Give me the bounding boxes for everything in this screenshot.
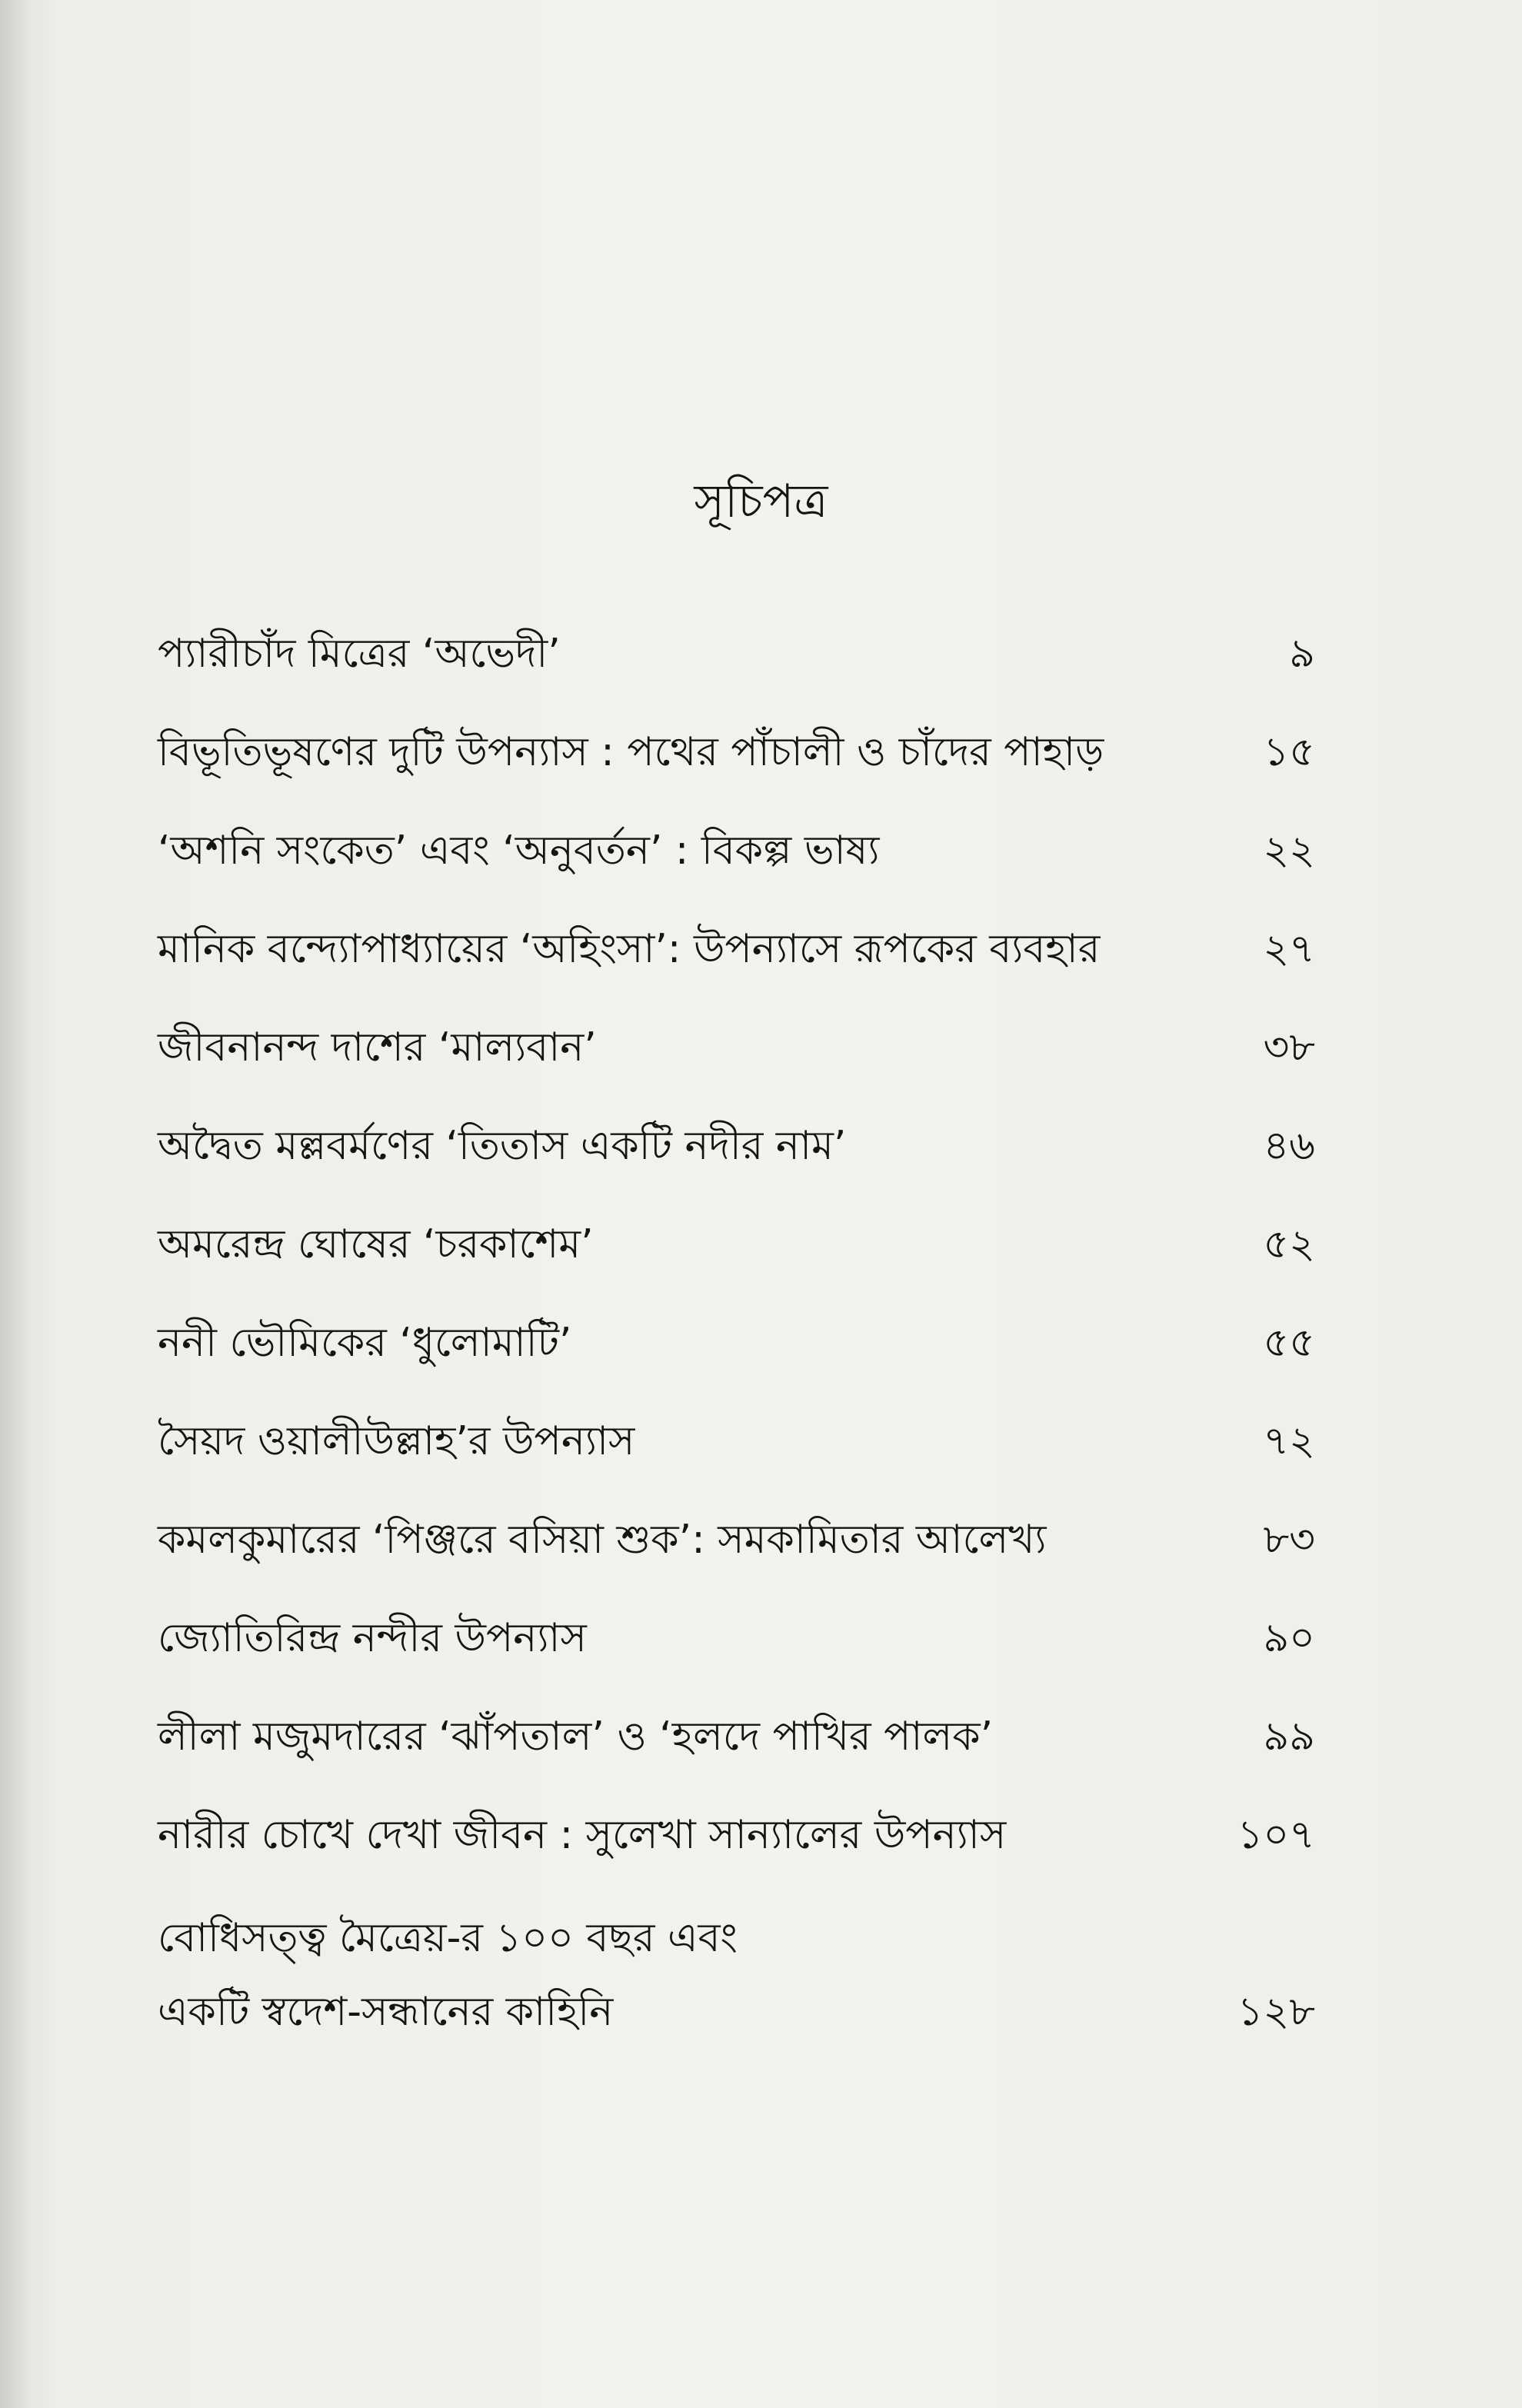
toc-entry-title: জীবনানন্দ দাশের ‘মাল্যবান’ (158, 1024, 597, 1071)
toc-entry-page: ১৫ (1263, 729, 1315, 775)
toc-entry-title: অমরেন্দ্র ঘোষের ‘চরকাশেম’ (158, 1221, 594, 1267)
toc-entry-page: ৮৩ (1263, 1517, 1315, 1563)
toc-entry-page: ৯ (1289, 631, 1315, 677)
toc-entry-title-line: একটি স্বদেশ-সন্ধানের কাহিনি (158, 1989, 614, 2035)
toc-entry-title: মানিক বন্দ্যোপাধ্যায়ের ‘অহিংসা’: উপন্যাসে রূপকের ব্যবহার (158, 926, 1101, 972)
toc-entry (158, 1304, 1315, 1403)
toc-entry-page: ৫৫ (1263, 1320, 1315, 1366)
toc-entry (158, 615, 1315, 714)
toc-entry (158, 1009, 1315, 1107)
toc-entry-title: অদ্বৈত মল্লবর্মণের ‘তিতাস একটি নদীর নাম’ (158, 1123, 847, 1169)
toc-entry-page: ৪৬ (1263, 1123, 1315, 1169)
toc-entry (158, 1107, 1315, 1206)
toc-entry-title: কমলকুমারের ‘পিঞ্জরে বসিয়া শুক’: সমকামিতার আলেখ্য (158, 1517, 1047, 1563)
toc-entry-page: ২৭ (1263, 926, 1315, 972)
toc-entry-title: সৈয়দ ওয়ালীউল্লাহ’র উপন্যাস (158, 1418, 635, 1464)
spine-shadow (0, 0, 31, 2408)
toc-entry-page: ৫২ (1263, 1221, 1315, 1267)
toc-entry-page: ২২ (1263, 828, 1315, 874)
table-of-contents (158, 615, 1315, 2072)
toc-entry-title: ‘অশনি সংকেত’ এবং ‘অনুবর্তন’ : বিকল্প ভাষ্য (158, 828, 880, 874)
toc-entry (158, 1900, 1315, 2072)
toc-entry-title-line: বোধিসত্ত্ব মৈত্রেয়-র ১০০ বছর এবং (158, 1915, 738, 1961)
toc-entry (158, 1403, 1315, 1501)
toc-entry (158, 1797, 1315, 1895)
toc-entry-title (158, 1915, 738, 2063)
toc-entry-page: ৭২ (1263, 1418, 1315, 1464)
toc-entry (158, 1206, 1315, 1304)
toc-entry (158, 714, 1315, 812)
toc-entry-title: নারীর চোখে দেখা জীবন : সুলেখা সান্যালের উপন্যাস (158, 1812, 1007, 1858)
toc-entry-title: লীলা মজুমদারের ‘ঝাঁপতাল’ ও ‘হলদে পাখির পালক’ (158, 1714, 994, 1760)
page-title: সূচিপত্র (694, 475, 828, 528)
toc-entry-title: বিভূতিভূষণের দুটি উপন্যাস : পথের পাঁচালী ও চাঁদের পাহাড় (158, 729, 1104, 775)
toc-entry-title: জ্যোতিরিন্দ্র নন্দীর উপন্যাস (158, 1615, 587, 1661)
toc-entry (158, 1600, 1315, 1698)
toc-entry (158, 812, 1315, 911)
toc-entry-title: ননী ভৌমিকের ‘ধুলোমাটি’ (158, 1320, 572, 1366)
toc-entry-page: ১০৭ (1237, 1812, 1315, 1858)
toc-entry-page: ১২৮ (1237, 1989, 1315, 2035)
toc-entry (158, 1501, 1315, 1600)
toc-entry (158, 1698, 1315, 1797)
toc-entry-page: ৯৯ (1263, 1714, 1315, 1760)
toc-entry-title: প্যারীচাঁদ মিত্রের ‘অভেদী’ (158, 631, 561, 677)
toc-entry-page: ৩৮ (1263, 1024, 1315, 1071)
toc-entry (158, 911, 1315, 1009)
toc-entry-page: ৯০ (1263, 1615, 1315, 1661)
